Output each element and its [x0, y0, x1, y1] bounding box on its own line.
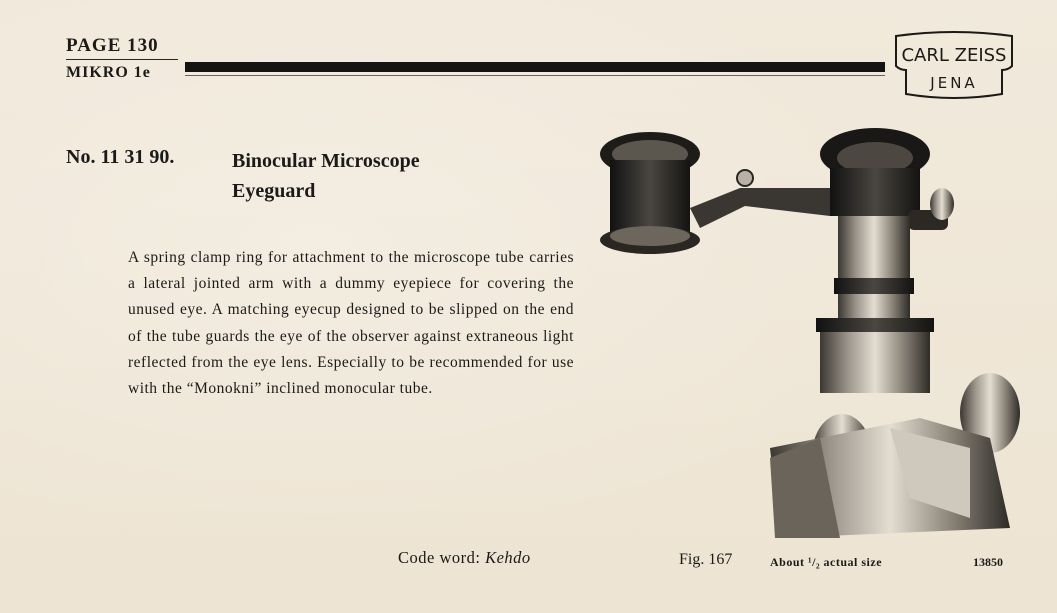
page-number: PAGE 130 [66, 35, 159, 56]
article-title [232, 146, 572, 206]
code-word [398, 548, 531, 568]
figure-size-note: About ¹/₂ actual size [770, 555, 883, 569]
logo-text-bottom: JENA [930, 74, 978, 92]
code-word-label: Code word: [398, 548, 481, 567]
article-number: No. 11 31 90. [66, 146, 175, 168]
figure-catalog-number: 13850 [973, 555, 1003, 569]
header-divider [66, 59, 178, 60]
code-word-value: Kehdo [485, 548, 531, 567]
figure-caption: Fig. 167 [679, 551, 733, 568]
carl-zeiss-logo [890, 30, 1018, 100]
header-rule [185, 62, 885, 72]
microscope-eyeguard-illustration [590, 118, 1030, 548]
article-title-line1: Binocular Microscope [232, 150, 420, 172]
article-title-line2: Eyeguard [232, 180, 316, 202]
article-description: A spring clamp ring for attachment to the microscope tube carries a lateral jointed arm with a dummy eyepiece for covering the unused eye. A matching eyecup designed to be slipped on the end of the tube guards the eye of the observer against extraneous light reflected from the eye lens. Especially to be recommended for use with the “Monokni” inclined monocular tube. [128, 249, 574, 398]
section-label: MIKRO 1e [66, 64, 151, 81]
logo-text-top: CARL ZEISS [901, 45, 1007, 66]
